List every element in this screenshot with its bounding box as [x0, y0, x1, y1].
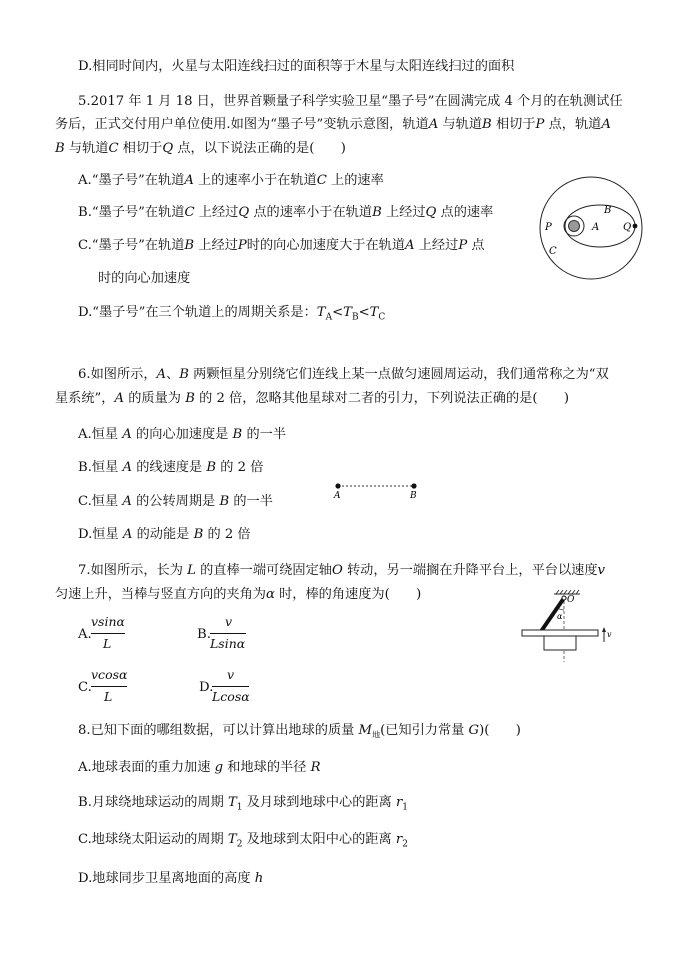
- q6-option-d: D.恒星 A 的动能是 B 的 2 倍: [78, 527, 251, 542]
- q7-option-c-letter: C.: [78, 680, 92, 695]
- q5-stem-line3: B 与轨道C 相切于Q 点，以下说法正确的是( ): [55, 141, 346, 156]
- q5-stem-line2: 务后，正式交付用户单位使用.如图为“墨子号”变轨示意图，轨道A 与轨道B 相切于P 点，轨道A: [55, 117, 611, 132]
- label-b: B: [604, 205, 612, 216]
- velocity-arrow-head: [602, 627, 606, 632]
- label-o: O: [567, 595, 575, 605]
- q8-option-d: D.地球同步卫星离地面的高度 h: [78, 871, 264, 886]
- q7-stem-line1: 7.如图所示，长为 L 的直棒一端可绕固定轴O 转动，另一端搁在升降平台上，平台以速度v: [78, 563, 605, 578]
- q8-option-b: B.月球绕地球运动的周期 $T_1$ 及月球到地球中心的距离 $r_1$: [78, 795, 409, 813]
- label-c: C: [549, 246, 557, 257]
- platform-top: [522, 630, 598, 636]
- q5-option-a: A.“墨子号”在轨道A 上的速率小于在轨道C 上的速率: [78, 173, 384, 188]
- q6-stem-line1: 6.如图所示，A、B 两颗恒星分别绕它们连线上某一点做匀速圆周运动，我们通常称之为“双: [78, 367, 609, 382]
- q5-option-c-continued: 时的向心加速度: [98, 271, 191, 286]
- hatched-ceiling: [554, 590, 580, 594]
- q7-option-b-letter: B.: [197, 627, 211, 642]
- q7-option-a-fraction: vsinα L: [91, 614, 125, 651]
- label-p: P: [545, 222, 552, 233]
- earth-icon: [569, 221, 580, 232]
- q5-stem-line1: 5.2017 年 1 月 18 日，世界首颗量子科学实验卫星“墨子号”在圆满完成 4 个月的在轨测试任: [78, 94, 623, 109]
- q6-option-b: B.恒星 A 的线速度是 B 的 2 倍: [78, 460, 264, 475]
- q8-stem: 8.已知下面的哪组数据，可以计算出地球的质量 $M_地$(已知引力常量 G)( ): [78, 723, 521, 740]
- q8-option-c: C.地球绕太阳运动的周期 $T_2$ 及地球到太阳中心的距离 $r_2$: [78, 832, 408, 850]
- q6-stem-line2: 星系统”，A 的质量为 B 的 2 倍，忽略其他星球对二者的引力，下列说法正确的是( ): [55, 391, 570, 406]
- q5-option-c: C.“墨子号”在轨道B 上经过P时的向心加速度大于在轨道A 上经过P 点: [78, 238, 485, 253]
- q6-option-c: C.恒星 A 的公转周期是 B 的一半: [78, 494, 273, 509]
- q7-option-a-letter: A.: [78, 627, 92, 642]
- q6-option-a: A.恒星 A 的向心加速度是 B 的一半: [78, 427, 287, 442]
- label-alpha: α: [557, 612, 563, 621]
- point-q-dot: [633, 224, 638, 229]
- pivot-o: [562, 596, 566, 600]
- star-a-dot: [335, 483, 340, 488]
- q8-option-a: A.地球表面的重力加速 g 和地球的半径 R: [78, 760, 321, 775]
- q7-option-d-fraction: v Lcosα: [212, 667, 250, 704]
- label-a: A: [334, 491, 341, 501]
- q5-option-b: B.“墨子号”在轨道C 上经过Q 点的速率小于在轨道B 上经过Q 点的速率: [78, 205, 494, 220]
- orbit-diagram: [532, 176, 652, 280]
- label-b: B: [410, 491, 417, 501]
- platform-base: [544, 636, 576, 650]
- label-q: Q: [623, 222, 632, 233]
- q4-option-d: D.相同时间内，火星与太阳连线扫过的面积等于木星与太阳连线扫过的面积: [78, 59, 515, 74]
- label-a: A: [592, 222, 600, 233]
- rotating-rod-diagram: [520, 586, 616, 666]
- q7-stem-line2: 匀速上升，当棒与竖直方向的夹角为α 时，棒的角速度为( ): [55, 587, 422, 602]
- star-b-dot: [411, 483, 416, 488]
- label-v: v: [607, 630, 612, 639]
- q5-option-d: D.“墨子号”在三个轨道上的周期关系是：$T_A<T_B<T_C$: [78, 305, 386, 323]
- binary-star-diagram: [330, 480, 426, 502]
- q7-option-d-letter: D.: [199, 680, 214, 695]
- q7-option-b-fraction: v Lsinα: [210, 614, 246, 651]
- q7-option-c-fraction: vcosα L: [91, 667, 128, 704]
